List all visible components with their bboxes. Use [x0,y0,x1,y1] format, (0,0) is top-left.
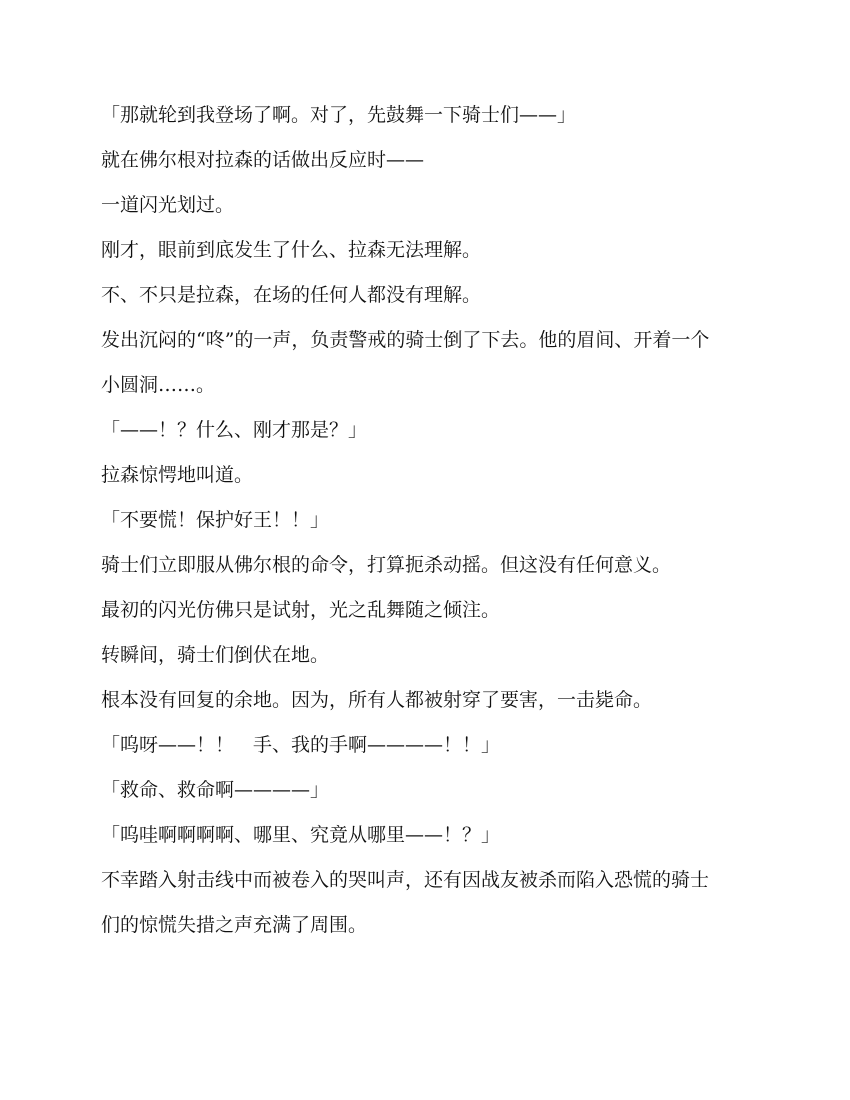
paragraph: 「那就轮到我登场了啊。对了，先鼓舞一下骑士们——」 [101,104,577,126]
paragraph: 「不要慌！保护好王！！」 [101,509,330,531]
paragraph: 根本没有回复的余地。因为，所有人都被射穿了要害，一击毙命。 [101,689,653,711]
paragraph: 骑士们立即服从佛尔根的命令，打算扼杀动摇。但这没有任何意义。 [101,554,672,576]
paragraph: 一道闪光划过。 [101,194,235,216]
paragraph: 「呜呀——！！ 手、我的手啊————！！」 [101,734,501,756]
paragraph: 发出沉闷的“咚”的一声，负责警戒的骑士倒了下去。他的眉间、开着一个小圆洞……。 [101,329,710,396]
paragraph: 不、不只是拉森，在场的任何人都没有理解。 [101,284,482,306]
paragraph: 转瞬间，骑士们倒伏在地。 [101,644,330,666]
paragraph: 「——！？什么、刚才那是？」 [101,419,368,441]
document-body [101,93,721,948]
paragraph: 「呜哇啊啊啊啊、哪里、究竟从哪里——！？」 [101,824,501,846]
paragraph: 不幸踏入射击线中而被卷入的哭叫声，还有因战友被杀而陷入恐慌的骑士们的惊慌失措之声充满了周围。 [101,869,710,936]
paragraph: 「救命、救命啊————」 [101,779,330,801]
paragraph: 最初的闪光仿佛只是试射，光之乱舞随之倾注。 [101,599,501,621]
paragraph: 就在佛尔根对拉森的话做出反应时—— [101,149,425,171]
paragraph: 刚才，眼前到底发生了什么、拉森无法理解。 [101,239,482,261]
paragraph: 拉森惊愕地叫道。 [101,464,254,486]
